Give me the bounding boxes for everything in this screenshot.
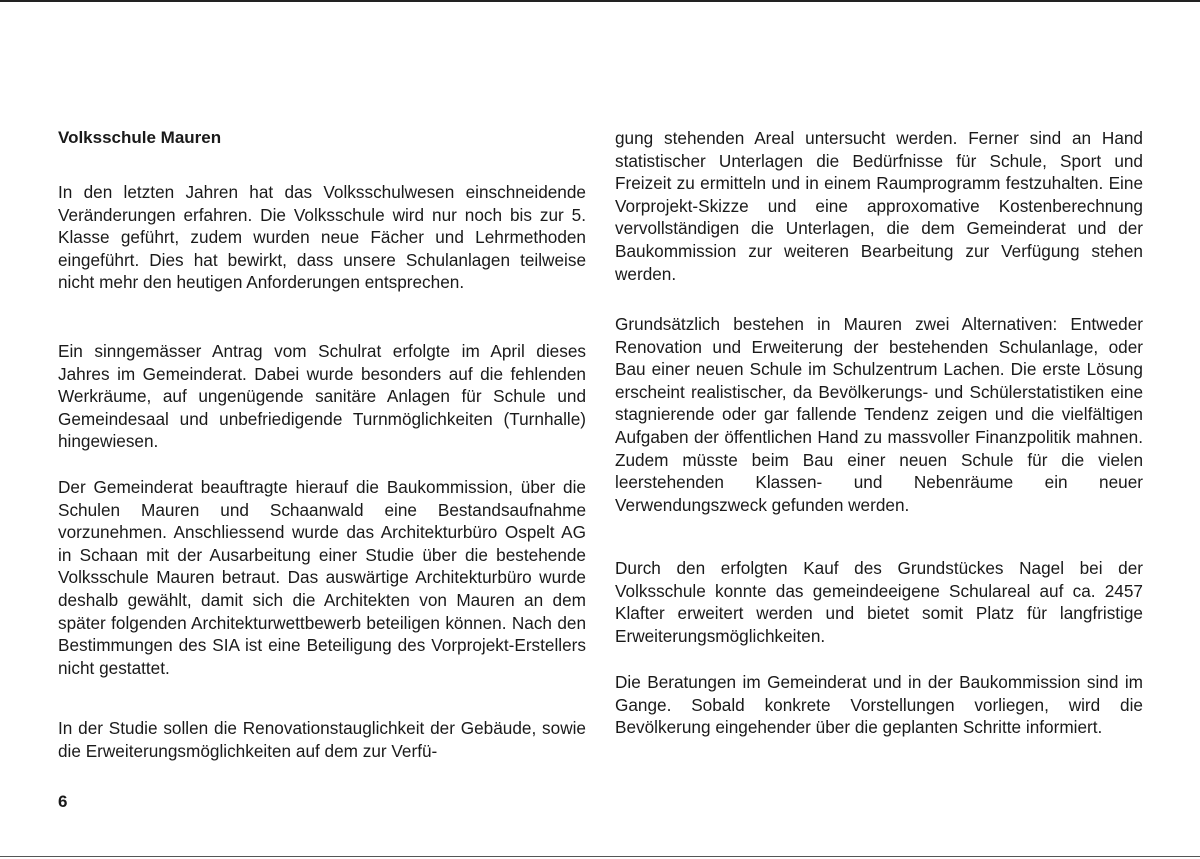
right-paragraph-1-lead: gung stehenden Areal untersucht werden. <box>615 128 958 148</box>
left-paragraph-4-text: In der Studie sollen die Renovationstauglichkeit der Gebäude, sowie die Erweiterungsmöglichkeiten auf dem zur Verfü- <box>58 718 586 761</box>
top-rule <box>0 0 1200 2</box>
left-paragraph-2: Ein sinngemässer Antrag vom Schulrat erfolgte im April dieses Jahres im Gemeinderat. Dabei wurde besonders auf die fehlenden Werkräume, auf ungenügende sanitäre Anlagen für Schule und Gemeindesaal und unbefriedigende Turnmöglichkeiten (Turnhalle) hingewiesen. <box>58 341 586 452</box>
right-paragraph-1 <box>615 127 1143 285</box>
right-paragraph-3: Durch den erfolgten Kauf des Grundstückes Nagel bei der Volksschule konnte das gemeindeeigene Schulareal auf ca. 2457 Klafter erweitert werden und bietet somit Platz für langfristige Erweiterungsmöglichkeiten. <box>615 558 1143 646</box>
page-number: 6 <box>58 792 68 811</box>
left-paragraph-3: Der Gemeinderat beauftragte hierauf die Baukommission, über die Schulen Mauren und Schaanwald eine Bestandsaufnahme vorzunehmen. Anschliessend wurde das Architekturbüro Ospelt AG in Schaan mit der Ausarbeitung einer Studie über die bestehende Volksschule Mauren betraut. Das auswärtige Architekturbüro wurde deshalb gewählt, damit sich die Architekten von Mauren an dem später folgenden Architekturwettbewerb beteiligen können. Nach den Bestimmungen des SIA ist eine Beteiligung des Vorprojekt-Erstellers nicht gestattet. <box>58 477 586 678</box>
right-paragraph-4: Die Beratungen im Gemeinderat und in der Baukommission sind im Gange. Sobald konkrete Vorstellungen vorliegen, wird die Bevölkerung eingehender über die geplanten Schritte informiert. <box>615 672 1143 738</box>
bottom-rule <box>0 856 1200 857</box>
left-paragraph-4 <box>58 717 586 762</box>
right-paragraph-1-text: Ferner sind an Hand statistischer Unterlagen die Bedürfnisse für Schule, Sport und Freizeit zu ermitteln und in einem Raumprogramm festzuhalten. Eine Vorprojekt-Skizze und eine approxomative Kostenberechnung vervollständigen die Unterlagen, die dem Gemeinderat und der Baukommission zur weiteren Bearbeitung zur Verfügung stehen werden. <box>615 128 1143 284</box>
article-heading: Volksschule Mauren <box>58 128 222 147</box>
right-paragraph-2: Grundsätzlich bestehen in Mauren zwei Alternativen: Entweder Renovation und Erweiterung der bestehenden Schulanlage, oder Bau einer neuen Schule im Schulzentrum Lachen. Die erste Lösung erscheint realistischer, da Bevölkerungs- und Schülerstatistiken eine stagnierende oder gar fallende Tendenz zeigen und die vielfältigen Aufgaben der öffentlichen Hand zu massvoller Finanzpolitik mahnen. Zudem müsste beim Bau einer neuen Schule für die vielen leerstehenden Klassen- und Nebenräume ein neuer Verwendungszweck gefunden werden. <box>615 314 1143 515</box>
left-paragraph-1: In den letzten Jahren hat das Volksschulwesen einschneidende Veränderungen erfahren. Die Volksschule wird nur noch bis zur 5. Klasse geführt, zudem wurden neue Fächer und Lehrmethoden eingeführt. Dies hat bewirkt, dass unsere Schulanlagen teilweise nicht mehr den heutigen Anforderungen entsprechen. <box>58 182 586 293</box>
